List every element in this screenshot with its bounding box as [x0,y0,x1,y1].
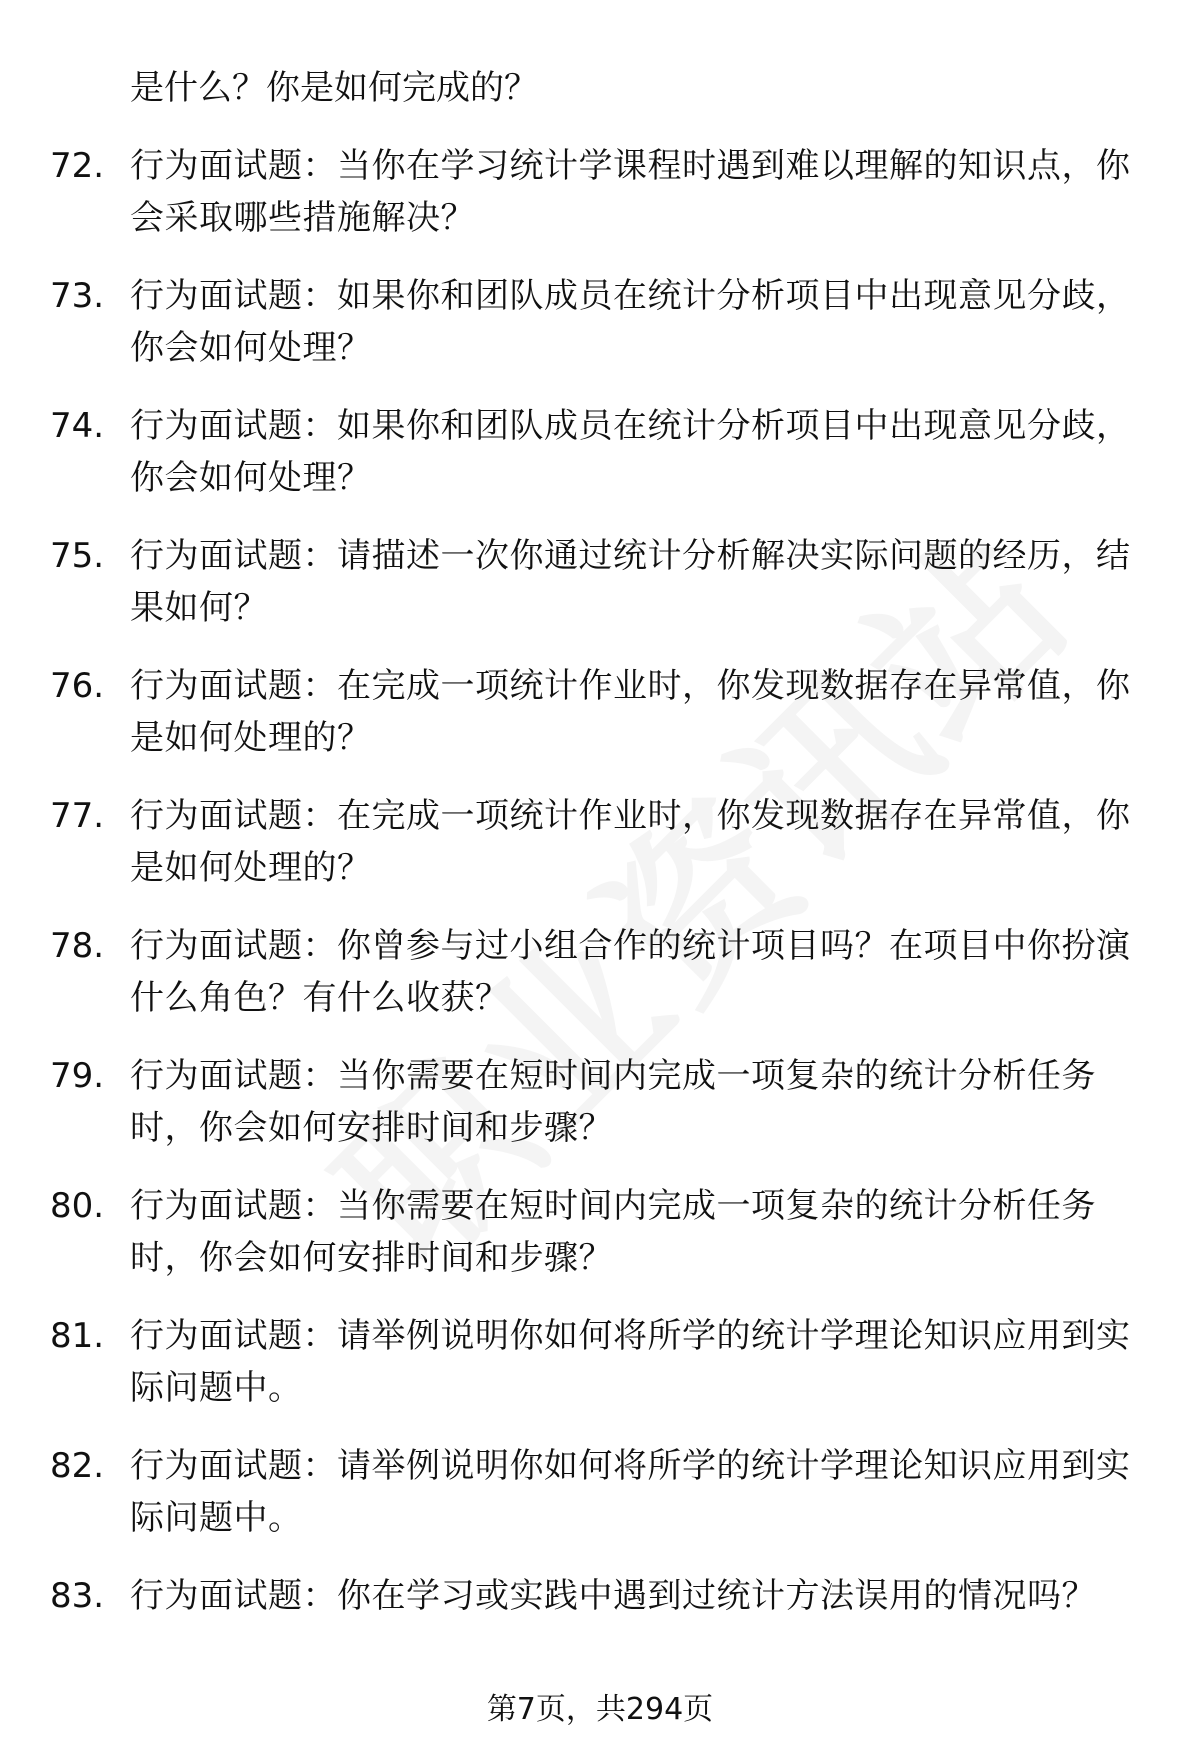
item-number: 81. [50,1316,105,1356]
question-list [0,140,1200,1700]
list-item [0,790,1200,920]
item-text: 行为面试题：在完成一项统计作业时，你发现数据存在异常值，你是如何处理的？ [130,796,1131,888]
page-number-footer: 第7页，共294页 [486,1692,714,1727]
item-text: 行为面试题：当你需要在短时间内完成一项复杂的统计分析任务时，你会如何安排时间和步骤？ [130,1186,1096,1278]
item-number: 72. [50,146,105,186]
item-number: 83. [50,1576,105,1616]
item-number: 78. [50,926,105,966]
item-text: 行为面试题：当你在学习统计学课程时遇到难以理解的知识点，你会采取哪些措施解决？ [130,146,1131,238]
list-item [0,530,1200,660]
list-item [0,1310,1200,1440]
list-item [0,400,1200,530]
list-item [0,1180,1200,1310]
item-text: 行为面试题：如果你和团队成员在统计分析项目中出现意见分歧，你会如何处理？ [130,406,1131,498]
item-number: 77. [50,796,105,836]
item-text: 行为面试题：在完成一项统计作业时，你发现数据存在异常值，你是如何处理的？ [130,666,1131,758]
item-number: 74. [50,406,105,446]
item-text: 行为面试题：请举例说明你如何将所学的统计学理论知识应用到实际问题中。 [130,1446,1131,1538]
item-text: 行为面试题：你曾参与过小组合作的统计项目吗？在项目中你扮演什么角色？有什么收获？ [130,926,1131,1018]
list-item [0,920,1200,1050]
item-number: 73. [50,276,105,316]
item-text: 行为面试题：请描述一次你通过统计分析解决实际问题的经历，结果如何？ [130,536,1131,628]
list-item [0,660,1200,790]
list-item [0,270,1200,400]
item-text: 行为面试题：当你需要在短时间内完成一项复杂的统计分析任务时，你会如何安排时间和步骤？ [130,1056,1096,1148]
item-number: 82. [50,1446,105,1486]
continued-text: 是什么？你是如何完成的？ [130,68,538,108]
item-text: 行为面试题：你在学习或实践中遇到过统计方法误用的情况吗？ [130,1576,1096,1616]
item-number: 80. [50,1186,105,1226]
item-number: 75. [50,536,105,576]
list-item [0,140,1200,270]
item-text: 行为面试题：请举例说明你如何将所学的统计学理论知识应用到实际问题中。 [130,1316,1131,1408]
item-number: 76. [50,666,105,706]
item-number: 79. [50,1056,105,1096]
list-item [0,1440,1200,1570]
list-item [0,1570,1200,1700]
list-item [0,1050,1200,1180]
item-text: 行为面试题：如果你和团队成员在统计分析项目中出现意见分歧，你会如何处理？ [130,276,1131,368]
